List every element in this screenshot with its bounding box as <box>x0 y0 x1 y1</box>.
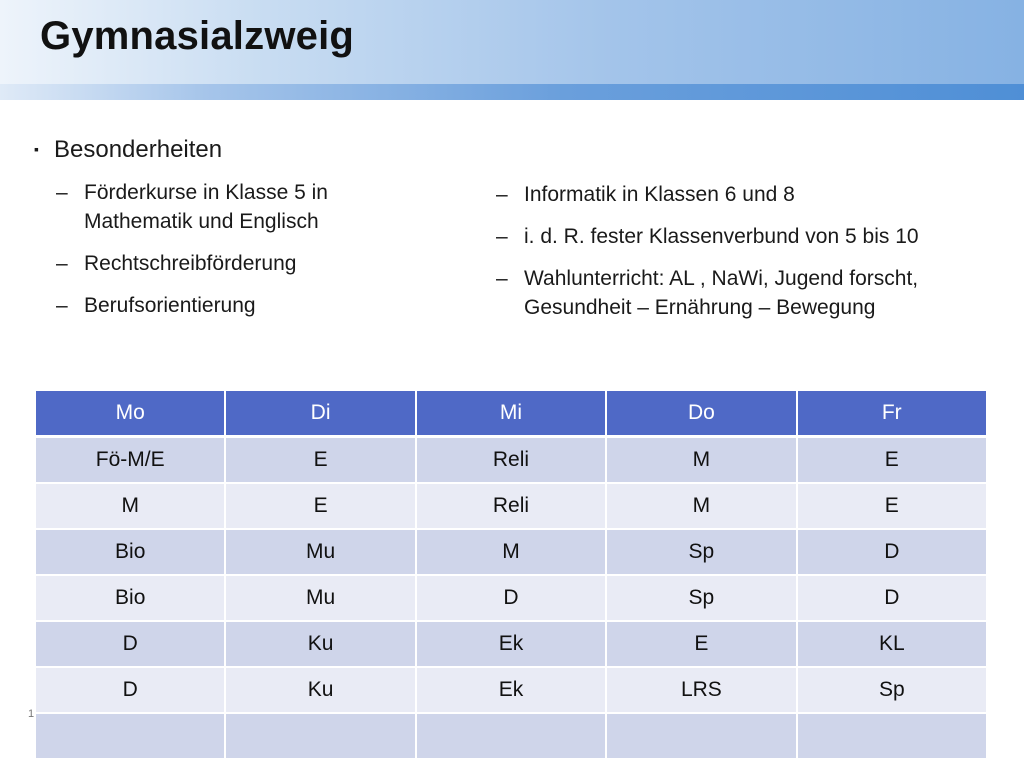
table-cell: Reli <box>416 483 606 529</box>
dash-icon: – <box>56 252 68 275</box>
dash-icon: – <box>496 183 508 206</box>
table-row <box>35 713 987 759</box>
list-item-text: Berufsorientierung <box>84 294 256 317</box>
table-row <box>35 667 987 713</box>
dash-icon: – <box>496 225 508 248</box>
table-cell: KL <box>797 621 987 667</box>
table-cell: M <box>606 483 796 529</box>
title-stripe <box>0 84 1024 100</box>
table-row <box>35 575 987 621</box>
square-bullet-icon: ▪ <box>34 141 39 157</box>
table-cell: M <box>416 529 606 575</box>
list-item <box>496 264 996 322</box>
dash-icon: – <box>56 181 68 204</box>
list-item <box>496 222 996 251</box>
table-row <box>35 483 987 529</box>
table-cell: Bio <box>35 529 225 575</box>
table-cell <box>416 713 606 759</box>
table-cell: LRS <box>606 667 796 713</box>
page-number: 1 <box>28 708 35 720</box>
table-cell: Bio <box>35 575 225 621</box>
table-row <box>35 529 987 575</box>
list-item <box>496 180 996 209</box>
table-cell: D <box>797 575 987 621</box>
table-cell: Sp <box>606 575 796 621</box>
table-cell <box>797 713 987 759</box>
column-header: Do <box>606 390 796 437</box>
table-cell: M <box>35 483 225 529</box>
table-cell: Mu <box>225 575 415 621</box>
list-item <box>56 178 376 236</box>
table-header-row <box>35 390 987 437</box>
list-item <box>56 291 376 320</box>
column-header: Di <box>225 390 415 437</box>
heading-text: Besonderheiten <box>54 136 223 163</box>
timetable <box>34 389 988 760</box>
table-cell <box>606 713 796 759</box>
list-item-text: Förderkurse in Klasse 5 in Mathematik und Englisch <box>84 181 328 233</box>
table-cell: Ek <box>416 667 606 713</box>
right-list <box>496 180 996 335</box>
list-item-text: Rechtschreibförderung <box>84 252 297 275</box>
column-header: Mi <box>416 390 606 437</box>
dash-icon: – <box>56 294 68 317</box>
table-cell <box>35 713 225 759</box>
table-cell: E <box>797 437 987 484</box>
table-cell: Fö-M/E <box>35 437 225 484</box>
table-cell: E <box>606 621 796 667</box>
list-item <box>56 249 376 278</box>
table-cell: E <box>225 437 415 484</box>
bullet-heading <box>34 135 222 164</box>
table-cell: D <box>35 667 225 713</box>
table-cell: Ek <box>416 621 606 667</box>
table-cell: E <box>797 483 987 529</box>
table-cell: Reli <box>416 437 606 484</box>
column-header: Mo <box>35 390 225 437</box>
dash-icon: – <box>496 267 508 290</box>
table-cell: Ku <box>225 621 415 667</box>
table-cell: Mu <box>225 529 415 575</box>
table-cell <box>225 713 415 759</box>
table-cell: Sp <box>606 529 796 575</box>
left-list <box>56 178 376 333</box>
table-row <box>35 437 987 484</box>
table-cell: Ku <box>225 667 415 713</box>
table-cell: D <box>797 529 987 575</box>
column-header: Fr <box>797 390 987 437</box>
slide-title: Gymnasialzweig <box>40 14 355 58</box>
table-cell: D <box>35 621 225 667</box>
list-item-text: Wahlunterricht: AL , NaWi, Jugend forscht, Gesundheit – Ernährung – Bewegung <box>524 267 919 319</box>
table-row <box>35 621 987 667</box>
table-cell: M <box>606 437 796 484</box>
list-item-text: Informatik in Klassen 6 und 8 <box>524 183 795 206</box>
table-cell: D <box>416 575 606 621</box>
table-cell: E <box>225 483 415 529</box>
table-cell: Sp <box>797 667 987 713</box>
list-item-text: i. d. R. fester Klassenverbund von 5 bis 10 <box>524 225 919 248</box>
